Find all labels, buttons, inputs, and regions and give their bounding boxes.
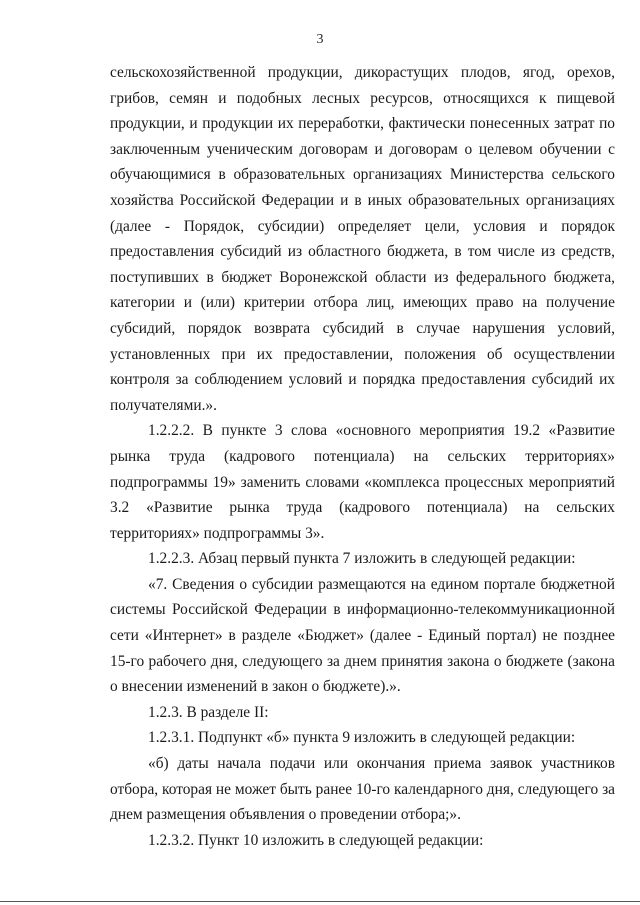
paragraph-item-1-2-2-3: 1.2.2.3. Абзац первый пункта 7 изложить в следующей редакции: xyxy=(148,550,576,568)
paragraph-continuation: сельскохозяйственной продукции, дикорастущих плодов, ягод, орехов, грибов, семян и подобных лесных ресурсов, относящихся к пищевой продукции, и продукции их переработки, фактически понесенных затрат по заключенным ученическим договорам и договорам о целевом обучении с обучающимися в образовательных организациях Министерства сельского хозяйства Российской Федерации и в иных образовательных организациях (далее - Порядок, субсидии) определяет цели, условия и порядок предоставления субсидий из областного бюджета, в том числе из средств, поступивших в бюджет Воронежской области из федерального бюджета, категории и (или) критерии отбора лиц, имеющих право на получение субсидий, порядок возврата субсидий в случае нарушения условий, установленных при их предоставлении, положения об осуществлении контроля за соблюдением условий и порядка предоставления субсидий их получателями.». xyxy=(110,64,615,414)
paragraph-item-1-2-3: 1.2.3. В разделе II: xyxy=(148,703,269,721)
scan-bottom-edge xyxy=(0,901,640,902)
paragraph-quoted-item-7: «7. Сведения о субсидии размещаются на едином портале бюджетной системы Российской Федерации в информационно-телекоммуникационной сети «Интернет» в разделе «Бюджет» (далее - Единый портал) не позднее 15-го рабочего дня, следующего за днем принятия закона о бюджете (закона о внесении изменений в закон о бюджете).». xyxy=(110,575,615,696)
paragraph-item-1-2-3-2: 1.2.3.2. Пункт 10 изложить в следующей редакции: xyxy=(148,831,484,849)
paragraph-item-1-2-2-2: 1.2.2.2. В пункте 3 слова «основного мероприятия 19.2 «Развитие рынка труда (кадрового потенциала) на сельских территориях» подпрограммы 19» заменить словами «комплекса процессных мероприятий 3.2 «Развитие рынка труда (кадрового потенциала) на сельских территориях» подпрограммы 3». xyxy=(110,422,615,542)
paragraph-item-1-2-3-1: 1.2.3.1. Подпункт «б» пункта 9 изложить в следующей редакции: xyxy=(148,729,576,747)
page-number: 3 xyxy=(316,32,324,47)
document-body xyxy=(110,60,615,853)
paragraph-quoted-subitem-b: «б) даты начала подачи или окончания приема заявок участников отбора, которая не может быть ранее 10-го календарного дня, следующего за днем размещения объявления о проведении отбора;». xyxy=(110,755,615,824)
